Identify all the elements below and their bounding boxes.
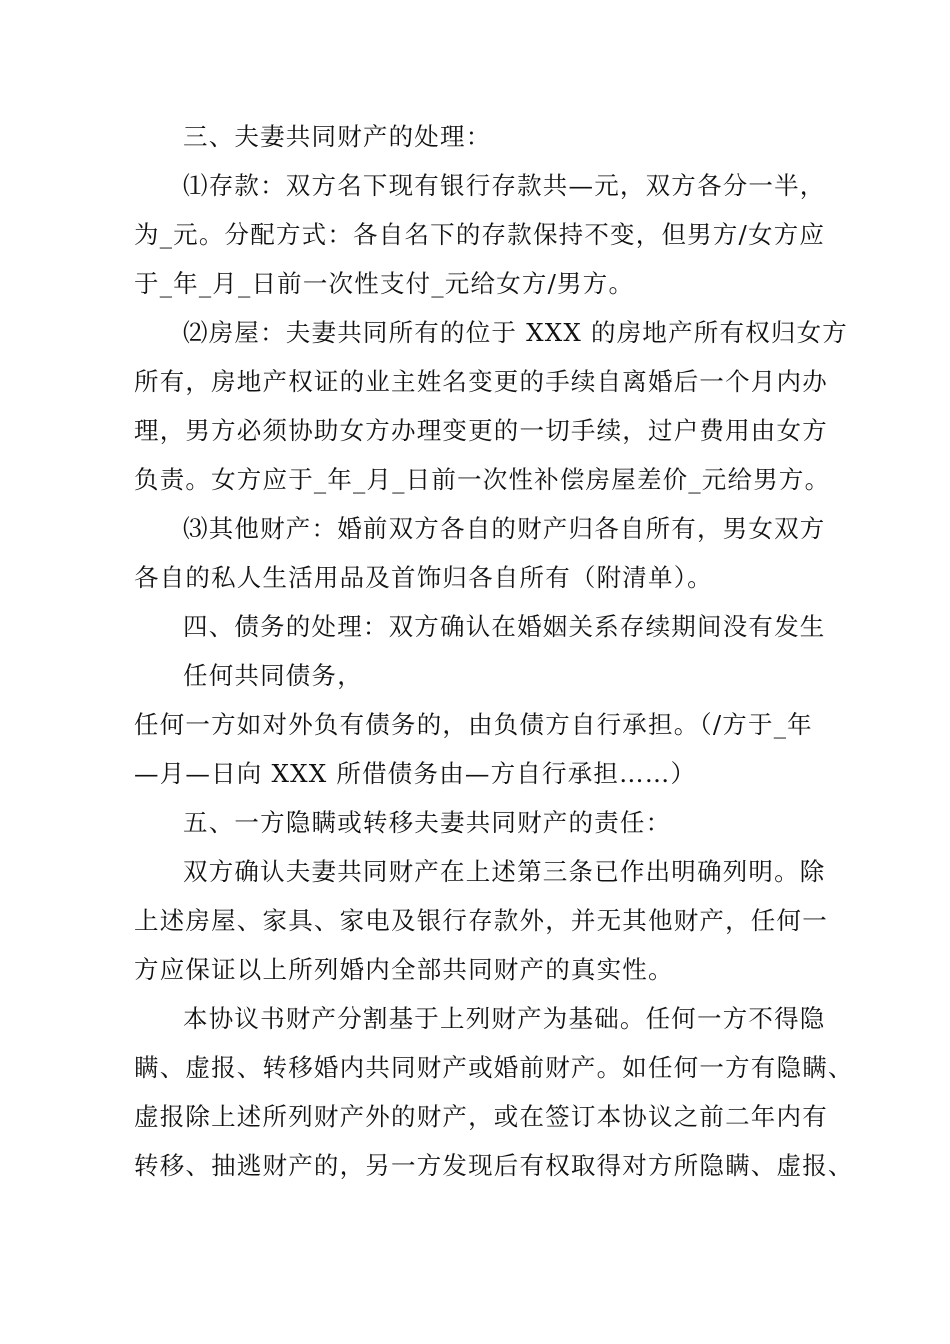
item-other-property bbox=[134, 504, 834, 602]
text-line: 任何共同债务， bbox=[183, 661, 363, 690]
text-line: 理，男方必须协助女方办理变更的一切手续，过户费用由女方 bbox=[134, 416, 828, 445]
text-line: ⑶其他财产：婚前双方各自的财产归各自所有，男女双方 bbox=[183, 514, 826, 543]
text-line: 三、夫妻共同财产的处理： bbox=[183, 122, 492, 151]
text-line: 瞒、虚报、转移婚内共同财产或婚前财产。如任何一方有隐瞒、 bbox=[134, 1053, 854, 1082]
text-line: 双方确认夫妻共同财产在上述第三条已作出明确列明。除 bbox=[183, 857, 826, 886]
text-line: 负责。女方应于_年_月_日前一次性补偿房屋差价_元给男方。 bbox=[134, 465, 831, 494]
text-line: 虚报除上述所列财产外的财产，或在签订本协议之前二年内有 bbox=[134, 1102, 828, 1131]
paragraph-confirmation bbox=[134, 847, 834, 994]
text-line: 五、一方隐瞒或转移夫妻共同财产的责任： bbox=[183, 808, 672, 837]
text-line: 为_元。分配方式：各自名下的存款保持不变，但男方/女方应 bbox=[134, 220, 826, 249]
text-line: —月—日向 XXX 所借债务由—方自行承担……） bbox=[134, 759, 697, 788]
text-line: 转移、抽逃财产的，另一方发现后有权取得对方所隐瞒、虚报、 bbox=[134, 1151, 854, 1180]
section-3-title bbox=[134, 112, 834, 161]
text-line: 本协议书财产分割基于上列财产为基础。任何一方不得隐 bbox=[183, 1004, 826, 1033]
text-line: ⑴存款：双方名下现有银行存款共—元，双方各分一半， bbox=[183, 171, 826, 200]
text-line: ⑵房屋：夫妻共同所有的位于 XXX 的房地产所有权归女方 bbox=[183, 318, 848, 347]
text-line: 所有，房地产权证的业主姓名变更的手续自离婚后一个月内办 bbox=[134, 367, 828, 396]
text-line: 于_年_月_日前一次性支付_元给女方/男方。 bbox=[134, 269, 635, 298]
item-deposit bbox=[134, 161, 834, 308]
document-body bbox=[134, 112, 854, 1190]
text-line: 四、债务的处理：双方确认在婚姻关系存续期间没有发生 bbox=[183, 612, 826, 641]
item-house bbox=[134, 308, 848, 504]
text-line: 上述房屋、家具、家电及银行存款外，并无其他财产，任何一 bbox=[134, 906, 828, 935]
paragraph-division-basis bbox=[134, 994, 854, 1190]
text-line: 各自的私人生活用品及首饰归各自所有（附清单）。 bbox=[134, 563, 713, 592]
section-5-title bbox=[134, 798, 834, 847]
text-line: 方应保证以上所列婚内全部共同财产的真实性。 bbox=[134, 955, 674, 984]
section-4-debts bbox=[134, 602, 834, 798]
text-line: 任何一方如对外负有债务的，由负债方自行承担。（/方于_年 bbox=[134, 710, 813, 739]
